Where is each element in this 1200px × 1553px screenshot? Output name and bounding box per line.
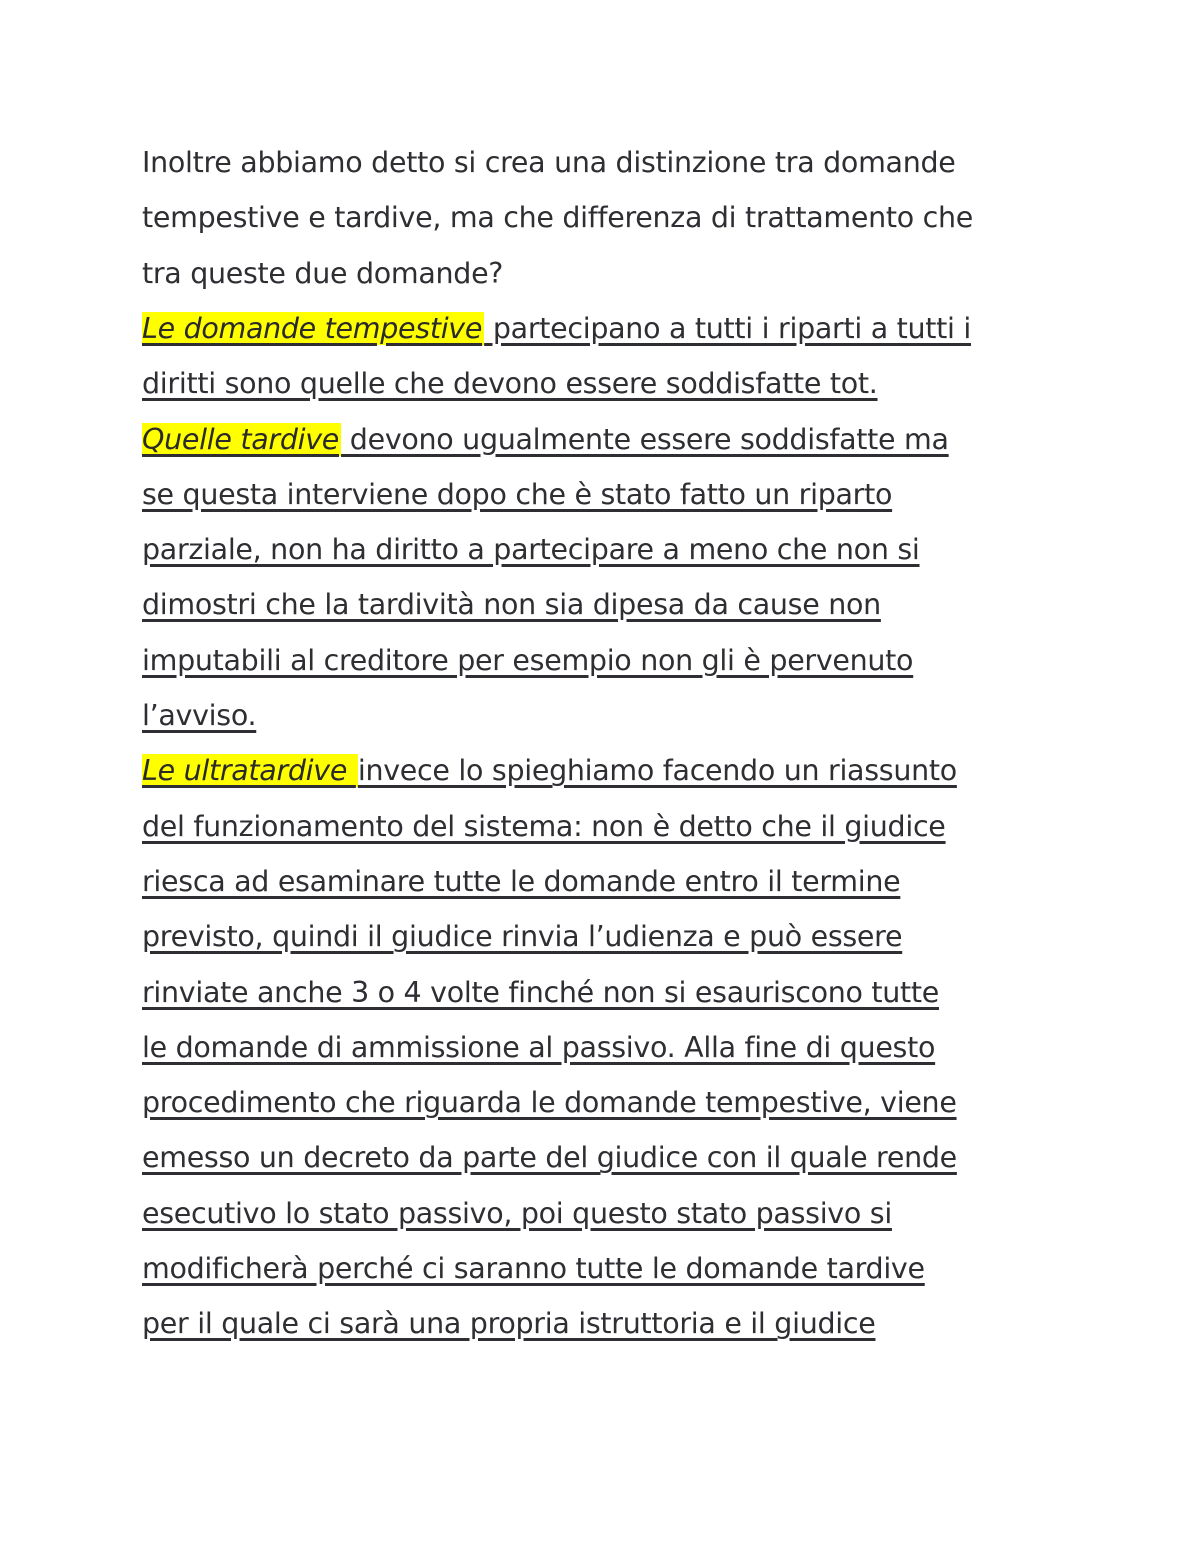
text-line: [142, 913, 902, 961]
underlined-text: modificherà perché ci saranno tutte le domande tardive: [142, 1252, 925, 1285]
underlined-text: dimostri che la tardività non sia dipesa da cause non: [142, 588, 881, 622]
text-line: [142, 250, 503, 298]
underlined-text: rinviate anche 3 o 4 volte finché non si esauriscono tutte: [142, 975, 940, 1009]
text-line: [142, 747, 957, 795]
text-line: [142, 1190, 892, 1238]
underlined-text: diritti sono quelle che devono essere soddisfatte tot.: [142, 367, 878, 401]
underlined-text: le domande di ammissione al passivo. Alla fine di questo: [142, 1030, 936, 1064]
body-text: tempestive e tardive, ma che differenza di trattamento che: [142, 201, 974, 235]
text-line: [142, 1300, 876, 1348]
text-line: [142, 194, 973, 242]
highlighted-term: Le ultratardive: [142, 754, 356, 788]
text-line: [142, 360, 878, 408]
underlined-text: esecutivo lo stato passivo, poi questo stato passivo si: [142, 1196, 892, 1230]
underlined-text: del funzionamento del sistema: non è detto che il giudice: [142, 809, 946, 843]
text-line: [142, 803, 946, 851]
highlighted-term: Quelle tardive: [142, 422, 340, 456]
text-line: [142, 305, 971, 353]
text-line: [142, 1245, 925, 1293]
underlined-text: invece lo spieghiamo facendo un riassunto: [357, 754, 957, 788]
underlined-text: imputabili al creditore per esempio non gli è pervenuto: [142, 643, 914, 677]
highlighted-term: Le domande tempestive: [142, 311, 483, 345]
underlined-text: per il quale ci sarà una propria istruttoria e il giudice: [142, 1307, 876, 1341]
text-line: [142, 1079, 957, 1127]
underlined-text: procedimento che riguarda le domande tempestive, viene: [142, 1086, 957, 1120]
text-line: [142, 637, 913, 685]
underlined-text: emesso un decreto da parte del giudice con il quale rende: [142, 1141, 957, 1175]
text-line: [142, 416, 949, 464]
text-line: [142, 858, 900, 906]
text-line: [142, 581, 881, 629]
underlined-text: riesca ad esaminare tutte le domande entro il termine: [142, 864, 901, 898]
text-line: [142, 471, 892, 519]
text-line: [142, 1024, 935, 1072]
underlined-text: parziale, non ha diritto a partecipare a meno che non si: [142, 533, 920, 567]
text-line: [142, 969, 939, 1017]
body-text: Inoltre abbiamo detto si crea una distinzione tra domande: [142, 146, 956, 179]
underlined-text: l’avviso.: [142, 699, 257, 732]
underlined-text: devono ugualmente essere soddisfatte ma: [341, 422, 949, 456]
underlined-text: previsto, quindi il giudice rinvia l’udienza e può essere: [142, 920, 903, 954]
text-line: [142, 1134, 957, 1182]
text-line: [142, 139, 955, 187]
text-line: [142, 526, 920, 574]
body-text: tra queste due domande?: [142, 256, 504, 290]
underlined-text: se questa interviene dopo che è stato fatto un riparto: [142, 477, 893, 511]
text-line: [142, 692, 256, 740]
underlined-text: partecipano a tutti i riparti a tutti i: [484, 311, 972, 345]
